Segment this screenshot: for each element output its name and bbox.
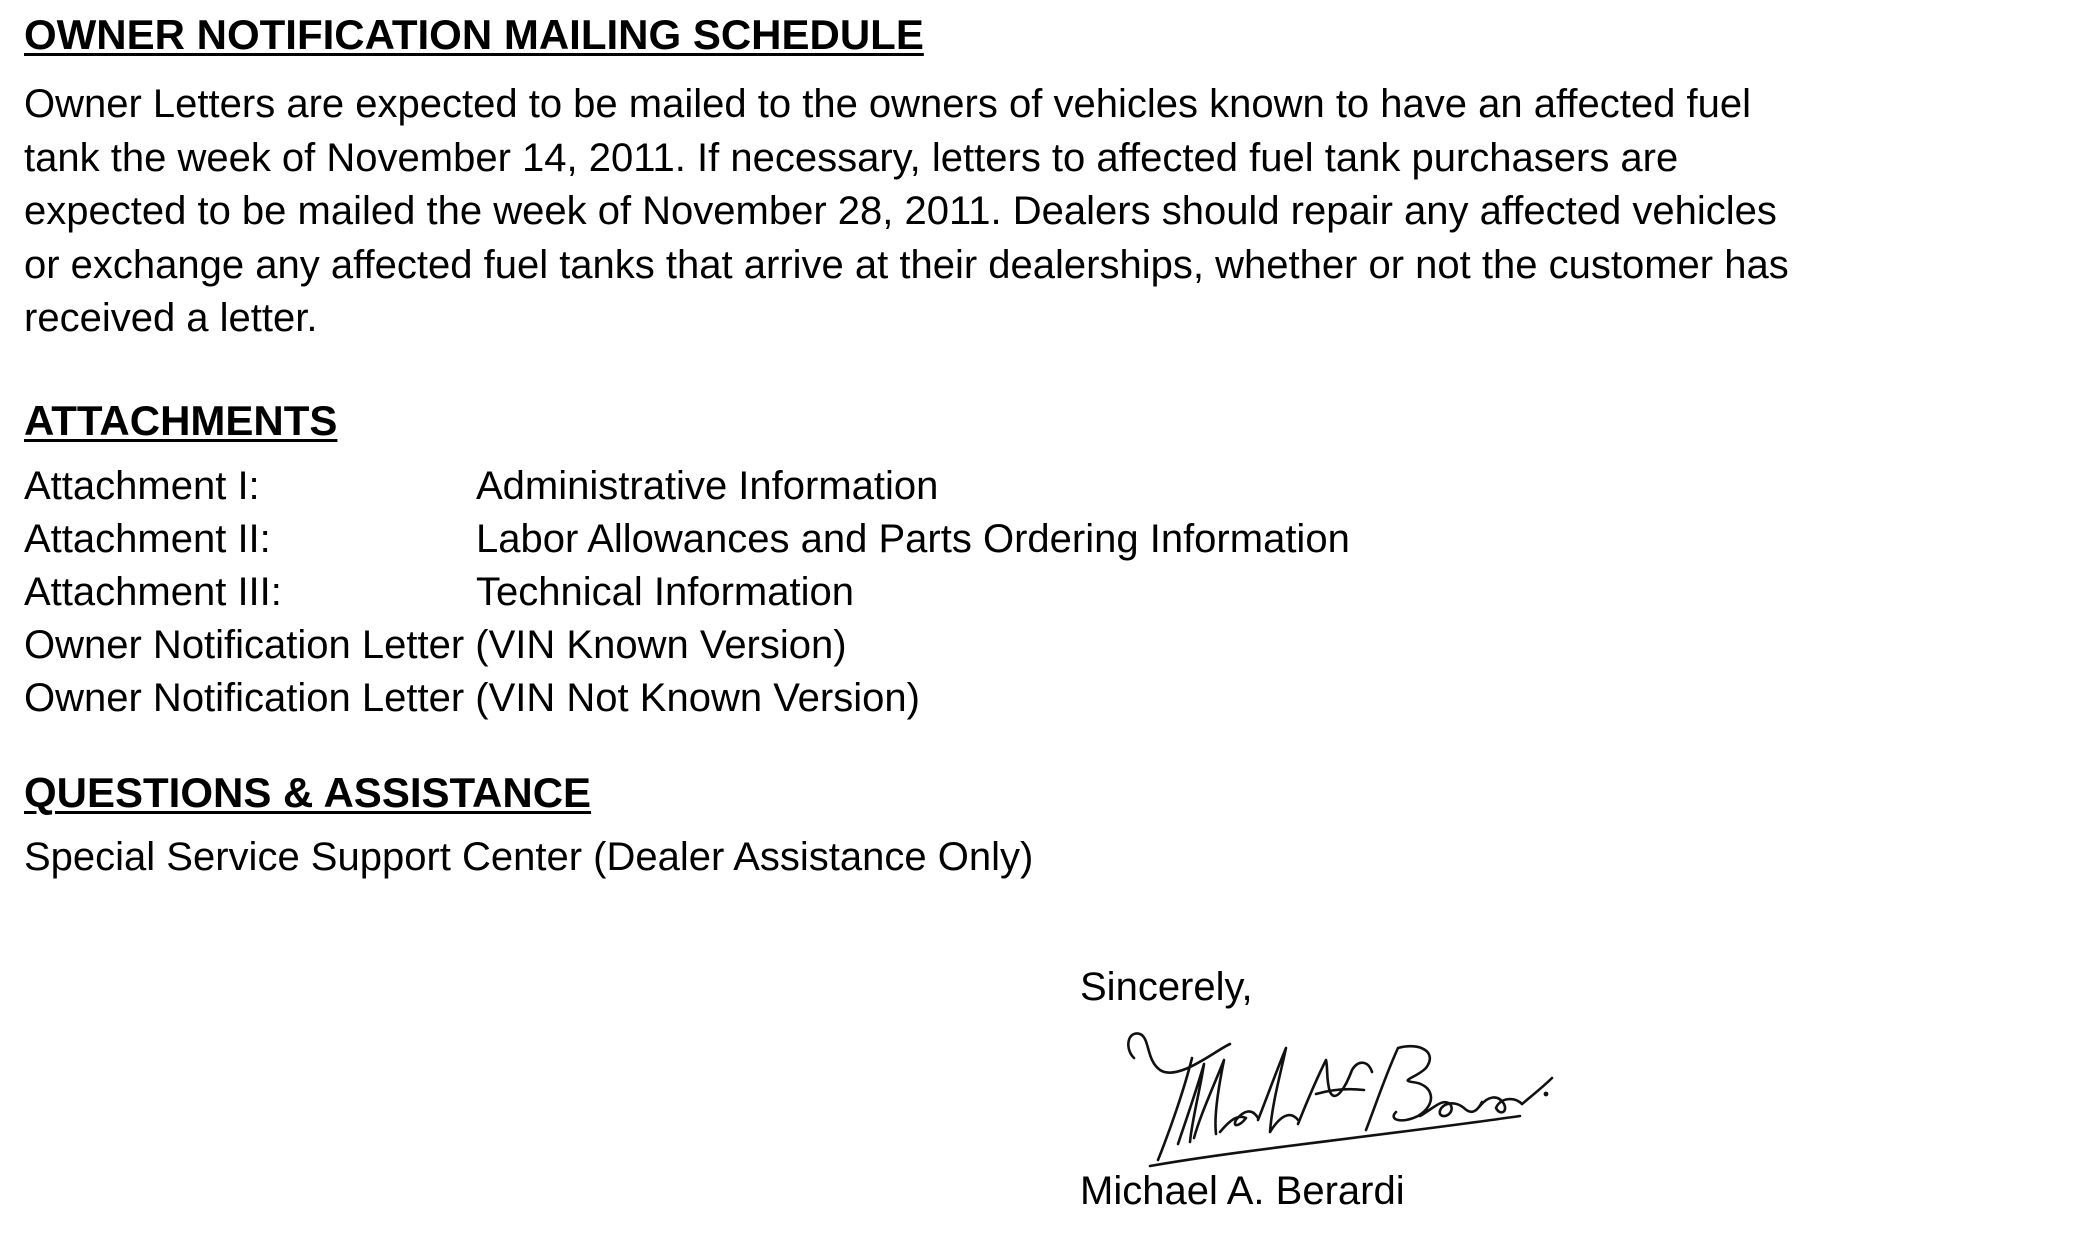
attachments-heading: ATTACHMENTS — [24, 397, 338, 444]
attachment-row — [24, 566, 854, 619]
attachment-title: Administrative Information — [476, 464, 939, 508]
paragraph-line: or exchange any affected fuel tanks that arrive at their dealerships, whether or not the customer has — [24, 242, 1789, 287]
attachment-row — [24, 460, 938, 513]
support-center-text: Special Service Support Center (Dealer Assistance Only) — [24, 835, 1034, 879]
mailing-schedule-paragraph — [24, 78, 2064, 346]
attachment-title: Technical Information — [476, 570, 854, 614]
attachment-row — [24, 513, 1350, 566]
signature-icon — [1120, 1020, 1560, 1170]
questions-heading: QUESTIONS & ASSISTANCE — [24, 769, 592, 816]
attachment-label: Attachment II: — [24, 517, 271, 561]
signer-name: Michael A. Berardi — [1080, 1169, 1405, 1213]
owner-letter-vin-not-known: Owner Notification Letter (VIN Not Known Version) — [24, 676, 920, 720]
attachment-label: Attachment III: — [24, 570, 282, 614]
paragraph-line: tank the week of November 14, 2011. If necessary, letters to affected fuel tank purchasers are — [24, 135, 1679, 180]
attachment-title: Labor Allowances and Parts Ordering Information — [476, 517, 1350, 561]
attachment-label: Attachment I: — [24, 464, 260, 508]
paragraph-line: Owner Letters are expected to be mailed to the owners of vehicles known to have an affected fuel — [24, 82, 1751, 126]
owner-letter-vin-known: Owner Notification Letter (VIN Known Version) — [24, 623, 847, 667]
paragraph-line: expected to be mailed the week of November 28, 2011. Dealers should repair any affected vehicles — [24, 189, 1777, 233]
paragraph-line: received a letter. — [24, 296, 318, 340]
mailing-schedule-heading: OWNER NOTIFICATION MAILING SCHEDULE — [24, 11, 924, 58]
closing-salutation: Sincerely, — [1080, 965, 1253, 1009]
